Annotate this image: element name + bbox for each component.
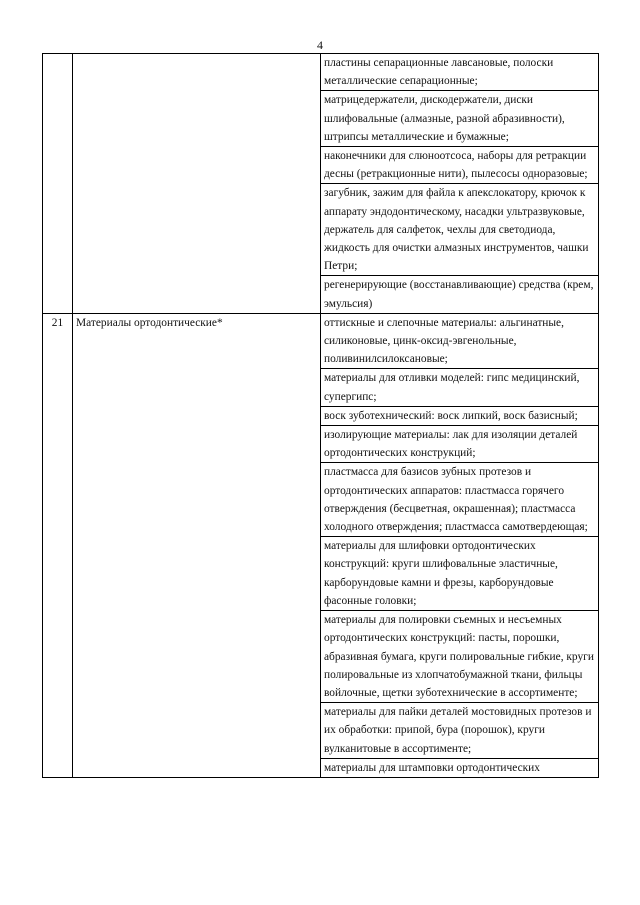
item-cell — [321, 537, 599, 611]
item-text: матрицедержатели, дискодержатели, диски шлифовальные (алмазные, разной абразивности), штрипсы металлические и бумажные; — [324, 94, 565, 143]
row-name-cell — [73, 313, 321, 777]
item-text: материалы для пайки деталей мостовидных протезов и их обработки: припой, бура (порошок), круги вулканитовые в ассортименте; — [324, 706, 592, 755]
item-cell — [321, 276, 599, 313]
item-text: изолирующие материалы: лак для изоляции деталей ортодонтических конструкций; — [324, 429, 578, 460]
section-name: Материалы ортодонтические* — [76, 316, 223, 329]
item-cell — [321, 611, 599, 703]
item-text: материалы для полировки съемных и несъемных ортодонтических конструкций: пасты, порошки, абразивная бумага, круги полировальные гибкие, круги полировальные из хлопчатобумажной ткани, фильцы войлочные, щетки зуботехнические в ассортименте; — [324, 614, 594, 699]
item-text: пластины сепарационные лавсановые, полоски металлические сепарационные; — [324, 57, 554, 88]
row-name-cell — [73, 54, 321, 314]
item-cell — [321, 369, 599, 406]
item-text: регенерирующие (восстанавливающие) средства (крем, эмульсия) — [324, 279, 594, 310]
item-cell — [321, 313, 599, 369]
materials-table — [42, 53, 599, 778]
row-number: 21 — [51, 316, 64, 329]
item-text: материалы для отливки моделей: гипс медицинский, супергипс; — [324, 372, 580, 403]
item-text: материалы для штамповки ортодонтических — [324, 761, 540, 774]
table-row — [43, 313, 599, 369]
item-text: воск зуботехнический: воск липкий, воск базисный; — [324, 409, 578, 422]
item-cell — [321, 147, 599, 184]
table-row — [43, 54, 599, 91]
item-cell — [321, 426, 599, 463]
row-number-cell — [43, 54, 73, 314]
row-number-cell — [43, 313, 73, 777]
item-cell — [321, 54, 599, 91]
item-cell — [321, 91, 599, 147]
page-number: 4 — [317, 38, 323, 52]
item-cell — [321, 463, 599, 537]
item-text: материалы для шлифовки ортодонтических конструкций: круги шлифовальные эластичные, карборундовые камни и фрезы, карборундовые фасонные головки; — [324, 540, 558, 607]
item-cell — [321, 703, 599, 759]
item-cell — [321, 184, 599, 276]
item-text: оттискные и слепочные материалы: альгинатные, силиконовые, цинк-оксид-эвгенольные, поливинилсилоксановые; — [324, 316, 564, 366]
item-text: загубник, зажим для файла к апекслокатору, крючок к аппарату эндодонтическому, насадки ультразвуковые, держатель для салфеток, чехлы для светодиода, жидкость для очистки алмазных инструментов, чашки Петри; — [324, 187, 589, 273]
item-text: пластмасса для базисов зубных протезов и ортодонтических аппаратов: пластмасса горячего отверждения (бесцветная, окрашенная); пластмасса холодного отверждения; пластмасса самотвердеющая; — [324, 466, 588, 534]
item-text: наконечники для слюноотсоса, наборы для ретракции десны (ретракционные нити), пылесосы одноразовые; — [324, 150, 588, 181]
item-cell — [321, 758, 599, 777]
item-cell — [321, 406, 599, 425]
